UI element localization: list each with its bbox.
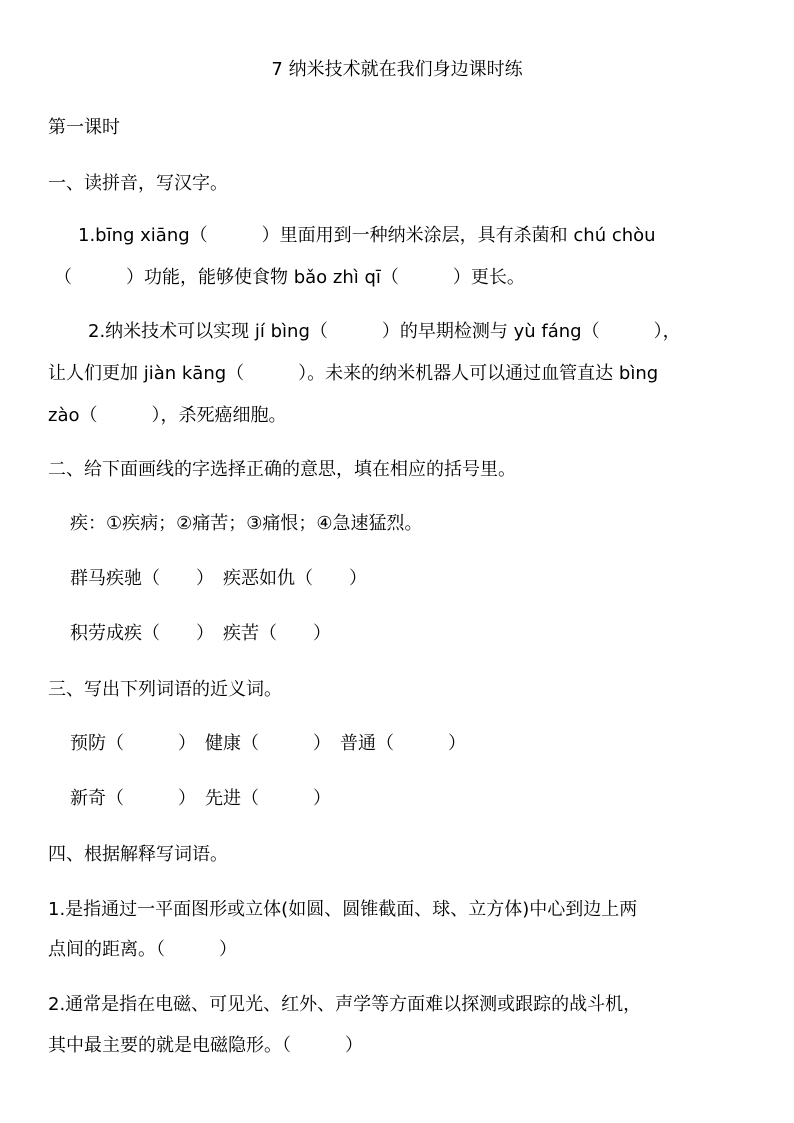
section1-heading: 一、读拼音，写汉字。 xyxy=(48,173,228,194)
section1-q1-line2: （ ）功能，能够使食物 bǎo zhì qī（ ）更长。 xyxy=(54,267,525,288)
section4-heading: 四、根据解释写词语。 xyxy=(48,844,228,865)
section2-row1: 群马疾驰（ ） 疾恶如仇（ ） xyxy=(70,568,367,589)
section1-q2-line2: 让人们更加 jiàn kāng（ ）。未来的纳米机器人可以通过血管直达 bìng xyxy=(48,363,659,384)
section2-meanings: 疾：①疾病；②痛苦；③痛恨；④急速猛烈。 xyxy=(70,513,423,534)
section2-row2: 积劳成疾（ ） 疾苦（ ） xyxy=(70,623,331,644)
section4-q1-line1: 1.是指通过一平面图形或立体(如圆、圆锥截面、球、立方体)中心到边上两 xyxy=(48,899,638,920)
lesson-label: 第一课时 xyxy=(48,117,120,138)
section3-row1: 预防（ ） 健康（ ） 普通（ ） xyxy=(70,733,466,754)
section1-q2-line3: zào（ ），杀死癌细胞。 xyxy=(48,405,287,426)
section3-heading: 三、写出下列词语的近义词。 xyxy=(48,679,282,700)
section3-row2: 新奇（ ） 先进（ ） xyxy=(70,788,331,809)
section1-q1-line1: 1.bīng xiāng（ ）里面用到一种纳米涂层，具有杀菌和 chú chòu xyxy=(78,225,656,246)
section4-q2-line1: 2.通常是指在电磁、可见光、红外、声学等方面难以探测或跟踪的战斗机， xyxy=(48,994,642,1015)
section4-q1-line2: 点间的距离。（ ） xyxy=(48,939,237,960)
page-title: 7 纳米技术就在我们身边课时练 xyxy=(271,59,523,80)
section2-heading: 二、给下面画线的字选择正确的意思，填在相应的括号里。 xyxy=(48,459,516,480)
section1-q2-line1: 2.纳米技术可以实现 jí bìng（ ）的早期检测与 yù fáng（ ）， xyxy=(88,321,681,342)
section4-q2-line2: 其中最主要的就是电磁隐形。（ ） xyxy=(48,1035,363,1056)
